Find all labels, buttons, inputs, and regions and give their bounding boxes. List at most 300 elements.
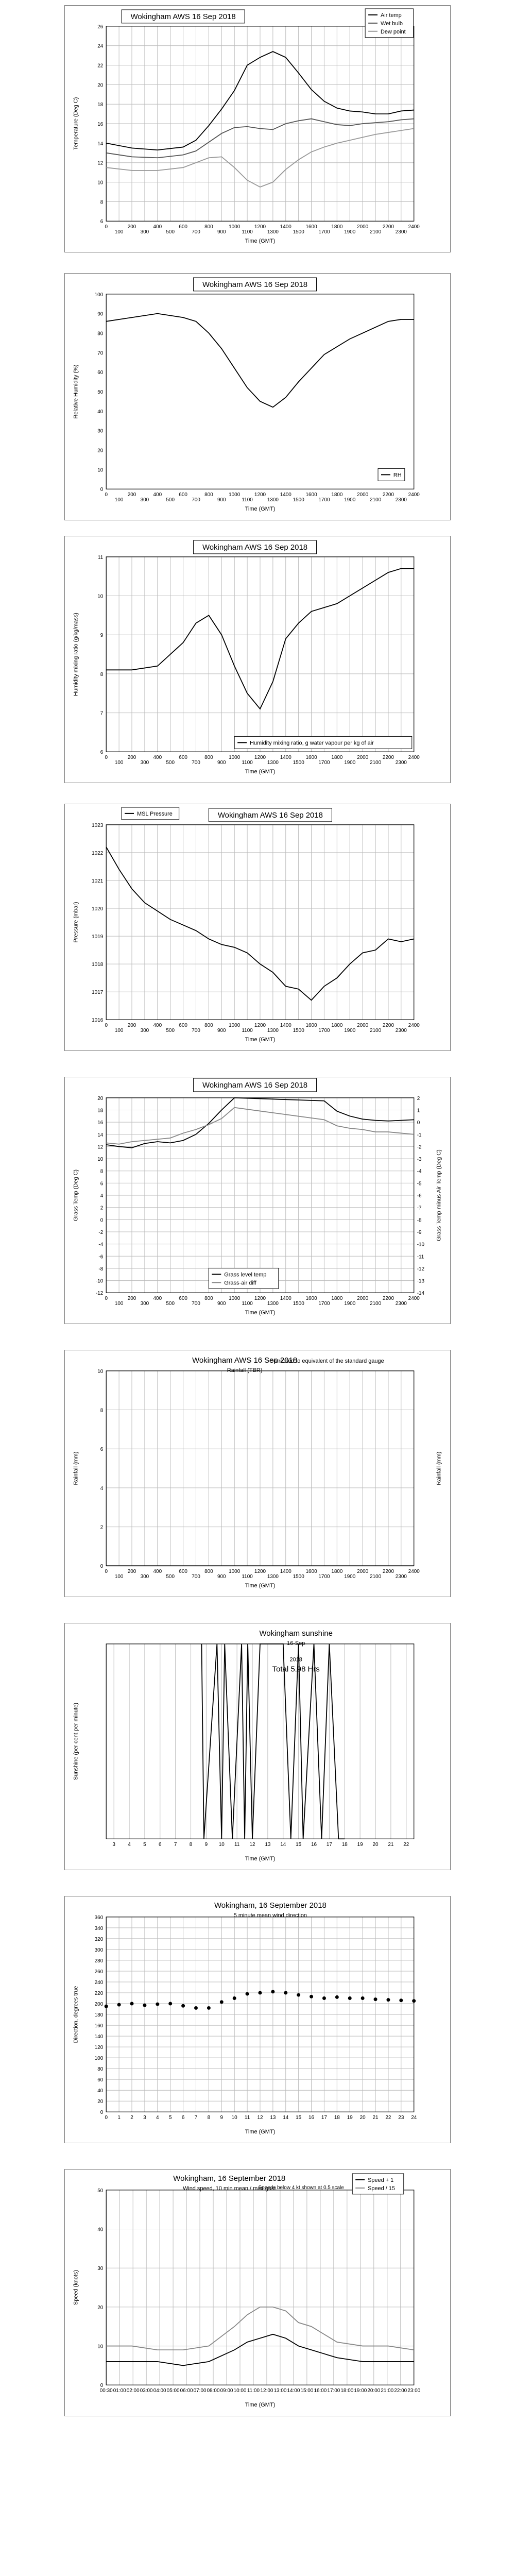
x-tick-label: 200 bbox=[127, 492, 136, 498]
data-point bbox=[310, 1995, 313, 1998]
x-tick-label: 1400 bbox=[280, 1296, 291, 1302]
chart-title: Wokingham sunshine bbox=[259, 1629, 333, 1638]
legend-entry: Dew point bbox=[381, 28, 406, 35]
x-tick-label: 800 bbox=[204, 1023, 213, 1029]
data-point bbox=[271, 1990, 274, 1993]
x-tick-label: 1100 bbox=[242, 1028, 253, 1034]
y-axis-label: Humidity mixing ratio (g/kg/mass) bbox=[73, 613, 79, 696]
y-tick-label: 8 bbox=[100, 1168, 104, 1175]
data-point bbox=[399, 1998, 403, 2002]
x-tick-label: 4 bbox=[156, 2115, 159, 2121]
y-tick-label: 14 bbox=[97, 1132, 104, 1138]
x-tick-label: 1800 bbox=[331, 1296, 343, 1302]
y-tick-label: -6 bbox=[98, 1254, 104, 1260]
y-tick-label: 18 bbox=[97, 102, 104, 108]
rainfall-chart-svg bbox=[65, 1350, 450, 1597]
y2-tick-label: -1 bbox=[417, 1132, 422, 1138]
x-tick-label: 500 bbox=[166, 1028, 175, 1034]
x-tick-label: 15 bbox=[296, 1842, 302, 1848]
y-tick-label: -8 bbox=[98, 1266, 104, 1272]
annotation-year: 2018 bbox=[289, 1656, 302, 1663]
y-tick-label: 40 bbox=[97, 2088, 104, 2094]
legend bbox=[365, 9, 414, 38]
x-tick-label: 800 bbox=[204, 1296, 213, 1302]
x-tick-label: 22 bbox=[385, 2115, 391, 2121]
x-tick-label: 17 bbox=[326, 1842, 332, 1848]
y-tick-label: 50 bbox=[97, 389, 104, 396]
x-tick-label: 300 bbox=[140, 1574, 149, 1580]
y-tick-label: 40 bbox=[97, 409, 104, 415]
y2-tick-label: -9 bbox=[417, 1229, 422, 1235]
legend-entry: Wet bulb bbox=[381, 20, 403, 27]
y-tick-label: 1022 bbox=[92, 850, 104, 856]
x-tick-label: 700 bbox=[192, 229, 200, 235]
y-tick-label: -4 bbox=[98, 1242, 104, 1248]
x-tick-label: 16:00 bbox=[314, 2388, 327, 2394]
x-tick-label: 1300 bbox=[267, 1028, 279, 1034]
y-tick-label: 100 bbox=[94, 292, 104, 298]
x-tick-label: 400 bbox=[153, 224, 162, 230]
x-tick-label: 100 bbox=[114, 229, 124, 235]
y-tick-label: 0 bbox=[100, 2383, 104, 2389]
x-tick-label: 0 bbox=[105, 492, 108, 498]
x-tick-label: 11 bbox=[244, 2115, 250, 2121]
y2-tick-label: -11 bbox=[417, 1254, 424, 1260]
x-tick-label: 200 bbox=[127, 755, 136, 761]
x-tick-label: 10:00 bbox=[233, 2388, 247, 2394]
y-tick-label: 12 bbox=[97, 1144, 104, 1150]
x-tick-label: 700 bbox=[192, 497, 200, 503]
x-tick-label: 1100 bbox=[242, 760, 253, 766]
plot-area-frame bbox=[106, 2190, 414, 2385]
x-tick-label: 2000 bbox=[357, 1023, 369, 1029]
x-tick-label: 16 bbox=[308, 2115, 315, 2121]
x-tick-label: 2400 bbox=[408, 224, 420, 230]
y-tick-label: 4 bbox=[100, 1193, 104, 1199]
x-tick-label: 2300 bbox=[395, 229, 407, 235]
y-tick-label: 6 bbox=[100, 750, 104, 756]
x-tick-label: 19 bbox=[357, 1842, 363, 1848]
x-tick-label: 2100 bbox=[369, 760, 382, 766]
x-tick-label: 15 bbox=[296, 2115, 302, 2121]
x-tick-label: 21 bbox=[388, 1842, 394, 1848]
x-tick-label: 19:00 bbox=[354, 2388, 367, 2394]
x-tick-label: 1300 bbox=[267, 497, 279, 503]
x-tick-label: 1300 bbox=[267, 1301, 279, 1307]
x-tick-label: 1000 bbox=[229, 755, 241, 761]
x-tick-label: 1000 bbox=[229, 1569, 241, 1575]
y-tick-label: 160 bbox=[94, 2023, 104, 2029]
x-tick-label: 1200 bbox=[254, 224, 266, 230]
x-tick-label: 10 bbox=[218, 1842, 225, 1848]
y2-tick-label: 2 bbox=[417, 1095, 420, 1101]
y-tick-label: 20 bbox=[97, 82, 104, 89]
legend-entry: Grass-air diff bbox=[224, 1280, 256, 1286]
y-tick-label: 40 bbox=[97, 2227, 104, 2233]
x-axis-label: Time (GMT) bbox=[245, 2402, 276, 2409]
chart-subtitle: Wind speed, 10 min mean / max gust bbox=[182, 2185, 276, 2192]
x-tick-label: 23:00 bbox=[407, 2388, 421, 2394]
x-tick-label: 2400 bbox=[408, 1023, 420, 1029]
x-tick-label: 20 bbox=[359, 2115, 366, 2121]
temperature-chart-svg bbox=[65, 6, 450, 252]
x-tick-label: 400 bbox=[153, 755, 162, 761]
y-axis-label: Direction, degrees true bbox=[73, 1986, 79, 2043]
sunshine-chart-svg bbox=[65, 1623, 450, 1870]
x-tick-label: 1200 bbox=[254, 1569, 266, 1575]
x-tick-label: 1000 bbox=[229, 1296, 241, 1302]
y-tick-label: 0 bbox=[100, 487, 104, 493]
annotation-total: Total 5.98 Hrs bbox=[272, 1665, 320, 1674]
y-tick-label: 20 bbox=[97, 1095, 104, 1101]
y2-tick-label: -10 bbox=[417, 1242, 425, 1248]
x-tick-label: 14:00 bbox=[287, 2388, 300, 2394]
x-tick-label: 2000 bbox=[357, 492, 369, 498]
y-tick-label: 60 bbox=[97, 2077, 104, 2083]
data-point bbox=[361, 1996, 365, 2000]
data-point bbox=[130, 2002, 134, 2006]
x-tick-label: 800 bbox=[204, 755, 213, 761]
x-tick-label: 2100 bbox=[369, 1028, 382, 1034]
temperature-chart bbox=[64, 5, 451, 252]
data-point bbox=[220, 2000, 224, 2004]
x-tick-label: 200 bbox=[127, 1023, 136, 1029]
x-tick-label: 02:00 bbox=[126, 2388, 140, 2394]
y-tick-label: 7 bbox=[100, 710, 104, 717]
y-tick-label: -2 bbox=[98, 1229, 104, 1235]
x-axis-label: Time (GMT) bbox=[245, 506, 276, 513]
x-tick-label: 2200 bbox=[382, 1569, 394, 1575]
y-tick-label: 18 bbox=[97, 1108, 104, 1114]
x-tick-label: 4 bbox=[128, 1842, 131, 1848]
data-point bbox=[412, 1999, 416, 2003]
gridlines bbox=[114, 1644, 406, 1839]
data-point bbox=[348, 1996, 352, 2000]
y-tick-label: 10 bbox=[97, 1368, 104, 1375]
y-tick-label: 16 bbox=[97, 122, 104, 128]
legend bbox=[209, 1268, 278, 1289]
x-tick-label: 1300 bbox=[267, 1574, 279, 1580]
x-tick-label: 1200 bbox=[254, 755, 266, 761]
chart-title: Wokingham AWS 16 Sep 2018 bbox=[130, 12, 236, 21]
plot-area-frame bbox=[106, 1644, 414, 1839]
y-axis-label: Speed (knots) bbox=[73, 2269, 79, 2306]
y-tick-label: 20 bbox=[97, 2099, 104, 2105]
legend-entry: Speed / 15 bbox=[368, 2185, 396, 2192]
x-tick-label: 6 bbox=[159, 1842, 162, 1848]
y-tick-label: 220 bbox=[94, 1990, 104, 1996]
x-tick-label: 17:00 bbox=[327, 2388, 340, 2394]
x-tick-label: 2000 bbox=[357, 224, 369, 230]
y-tick-label: 1020 bbox=[92, 906, 104, 912]
y2-tick-label: 1 bbox=[417, 1108, 420, 1114]
x-tick-label: 0 bbox=[105, 755, 108, 761]
y-tick-label: 22 bbox=[97, 63, 104, 69]
x-tick-label: 1200 bbox=[254, 1023, 266, 1029]
x-tick-label: 21:00 bbox=[381, 2388, 394, 2394]
x-tick-label: 300 bbox=[140, 1028, 149, 1034]
x-tick-label: 0 bbox=[105, 1296, 108, 1302]
x-axis-label: Time (GMT) bbox=[245, 1856, 276, 1862]
x-tick-label: 1700 bbox=[318, 229, 330, 235]
x-tick-label: 900 bbox=[217, 1028, 226, 1034]
y2-tick-label: -14 bbox=[417, 1291, 425, 1297]
x-tick-label: 1200 bbox=[254, 1296, 266, 1302]
x-tick-label: 1000 bbox=[229, 1023, 241, 1029]
x-tick-label: 1600 bbox=[305, 1023, 317, 1029]
data-point bbox=[246, 1992, 249, 1996]
wind-direction-chart bbox=[64, 1896, 451, 2143]
data-point bbox=[105, 2005, 108, 2008]
x-tick-label: 600 bbox=[179, 224, 187, 230]
grass-temp-chart-svg bbox=[65, 1077, 450, 1324]
x-axis-label: Time (GMT) bbox=[245, 2129, 276, 2136]
x-tick-label: 21 bbox=[372, 2115, 379, 2121]
data-point bbox=[284, 1991, 287, 1995]
y2-tick-label: -5 bbox=[417, 1181, 422, 1187]
y-tick-label: 260 bbox=[94, 1969, 104, 1975]
y-tick-label: 100 bbox=[94, 2056, 104, 2062]
humidity-chart-svg bbox=[65, 274, 450, 520]
pressure-chart bbox=[64, 804, 451, 1051]
data-point bbox=[156, 2003, 159, 2006]
x-tick-label: 100 bbox=[114, 497, 124, 503]
x-tick-label: 800 bbox=[204, 1569, 213, 1575]
legend-entry: RH bbox=[393, 472, 402, 479]
y-tick-label: 8 bbox=[100, 1408, 104, 1414]
x-tick-label: 1500 bbox=[293, 497, 304, 503]
x-tick-label: 1900 bbox=[344, 760, 356, 766]
y-tick-label: 12 bbox=[97, 160, 104, 166]
pressure-chart-svg bbox=[65, 804, 450, 1050]
x-tick-label: 12 bbox=[257, 2115, 263, 2121]
data-point bbox=[322, 1996, 326, 2000]
x-tick-label: 18 bbox=[341, 1842, 348, 1848]
x-tick-label: 19 bbox=[347, 2115, 353, 2121]
x-tick-label: 7 bbox=[194, 2115, 198, 2121]
data-point bbox=[181, 2004, 185, 2008]
y-tick-label: 70 bbox=[97, 350, 104, 357]
x-tick-label: 700 bbox=[192, 1574, 200, 1580]
x-tick-label: 14 bbox=[283, 2115, 289, 2121]
y-tick-label: 0 bbox=[100, 1217, 104, 1224]
y2-tick-label: -4 bbox=[417, 1168, 422, 1175]
x-tick-label: 400 bbox=[153, 492, 162, 498]
mixing-ratio-chart-svg bbox=[65, 536, 450, 783]
x-tick-label: 500 bbox=[166, 760, 175, 766]
y-tick-label: 300 bbox=[94, 1947, 104, 1953]
x-tick-label: 8 bbox=[207, 2115, 211, 2121]
x-tick-label: 2300 bbox=[395, 760, 407, 766]
x-tick-label: 0 bbox=[105, 1023, 108, 1029]
x-tick-label: 100 bbox=[114, 1028, 124, 1034]
x-tick-label: 22 bbox=[403, 1842, 409, 1848]
y-tick-label: 50 bbox=[97, 2188, 104, 2194]
y2-tick-label: -2 bbox=[417, 1144, 422, 1150]
x-tick-label: 1400 bbox=[280, 492, 291, 498]
x-tick-label: 7 bbox=[174, 1842, 177, 1848]
wind-speed-chart bbox=[64, 2169, 451, 2416]
x-tick-label: 03:00 bbox=[140, 2388, 153, 2394]
chart-title: Wokingham AWS 16 Sep 2018 bbox=[202, 1080, 308, 1090]
x-tick-label: 700 bbox=[192, 1028, 200, 1034]
y-tick-label: 80 bbox=[97, 331, 104, 337]
x-tick-label: 300 bbox=[140, 760, 149, 766]
y-axis-label: Sunshine (per cent per minute) bbox=[73, 1702, 79, 1781]
x-tick-label: 400 bbox=[153, 1296, 162, 1302]
x-tick-label: 1000 bbox=[229, 224, 241, 230]
x-tick-label: 20 bbox=[372, 1842, 379, 1848]
x-tick-label: 16 bbox=[311, 1842, 317, 1848]
y2-axis-label: Grass Temp minus Air Temp (Deg C) bbox=[436, 1149, 442, 1241]
x-tick-label: 900 bbox=[217, 1301, 226, 1307]
y-tick-label: 90 bbox=[97, 311, 104, 317]
y2-axis-label: Rainfall (mm) bbox=[436, 1451, 442, 1485]
y-tick-label: 0 bbox=[100, 1564, 104, 1570]
x-tick-label: 500 bbox=[166, 497, 175, 503]
y-axis-label: Grass Temp (Deg C) bbox=[73, 1169, 79, 1222]
gridlines bbox=[106, 1917, 414, 2112]
x-tick-label: 800 bbox=[204, 224, 213, 230]
legend bbox=[122, 807, 179, 820]
x-tick-label: 700 bbox=[192, 1301, 200, 1307]
x-tick-label: 1900 bbox=[344, 229, 356, 235]
x-tick-label: 1900 bbox=[344, 1028, 356, 1034]
mixing-ratio-chart bbox=[64, 536, 451, 783]
x-tick-label: 1700 bbox=[318, 760, 330, 766]
y-tick-label: 200 bbox=[94, 2002, 104, 2008]
x-tick-label: 2400 bbox=[408, 1569, 420, 1575]
legend-entry: Air temp bbox=[381, 12, 402, 19]
x-tick-label: 1100 bbox=[242, 1574, 253, 1580]
x-tick-label: 04:00 bbox=[153, 2388, 166, 2394]
chart-title: Wokingham AWS 16 Sep 2018 bbox=[217, 810, 323, 820]
x-axis-label: Time (GMT) bbox=[245, 769, 276, 775]
x-tick-label: 100 bbox=[114, 1301, 124, 1307]
x-tick-label: 800 bbox=[204, 492, 213, 498]
x-tick-label: 2300 bbox=[395, 1301, 407, 1307]
x-tick-label: 1500 bbox=[293, 1301, 304, 1307]
x-tick-label: 20:00 bbox=[367, 2388, 381, 2394]
y-tick-label: 20 bbox=[97, 2304, 104, 2311]
x-tick-label: 1400 bbox=[280, 224, 291, 230]
x-tick-label: 1700 bbox=[318, 1574, 330, 1580]
x-tick-label: 2100 bbox=[369, 229, 382, 235]
x-tick-label: 1600 bbox=[305, 492, 317, 498]
wind-direction-chart-svg bbox=[65, 1896, 450, 2143]
x-tick-label: 1000 bbox=[229, 492, 241, 498]
chart-title: Wokingham AWS 16 Sep 2018 bbox=[202, 543, 308, 552]
legend-entry: Speed + 1 bbox=[368, 2177, 394, 2183]
y-axis-label: Rainfall (mm) bbox=[73, 1451, 79, 1485]
data-point bbox=[335, 1995, 339, 1999]
y-tick-label: 26 bbox=[97, 24, 104, 30]
x-tick-label: 1700 bbox=[318, 497, 330, 503]
x-tick-label: 11:00 bbox=[247, 2388, 260, 2394]
x-tick-label: 6 bbox=[181, 2115, 185, 2121]
x-tick-label: 600 bbox=[179, 1569, 187, 1575]
x-tick-label: 1900 bbox=[344, 1574, 356, 1580]
data-point bbox=[258, 1991, 262, 1995]
x-tick-label: 22:00 bbox=[394, 2388, 407, 2394]
y-tick-label: 10 bbox=[97, 2344, 104, 2350]
y2-tick-label: -8 bbox=[417, 1217, 422, 1224]
chart-title: Wokingham AWS 16 Sep 2018 bbox=[202, 280, 308, 289]
y-tick-label: 2 bbox=[100, 1205, 104, 1211]
series-line bbox=[106, 314, 414, 408]
legend bbox=[234, 736, 412, 749]
x-tick-label: 2100 bbox=[369, 1574, 382, 1580]
x-tick-label: 5 bbox=[168, 2115, 172, 2121]
y-tick-label: 240 bbox=[94, 1979, 104, 1986]
gridlines bbox=[106, 1098, 414, 1293]
sunshine-chart bbox=[64, 1623, 451, 1870]
x-tick-label: 1300 bbox=[267, 229, 279, 235]
y-tick-label: 24 bbox=[97, 43, 104, 49]
y-tick-label: 10 bbox=[97, 594, 104, 600]
x-tick-label: 2200 bbox=[382, 755, 394, 761]
data-point bbox=[207, 2006, 211, 2010]
chart-title: Wokingham AWS 16 Sep 2018 bbox=[192, 1355, 298, 1365]
plot-area-frame bbox=[106, 294, 414, 489]
x-tick-label: 09:00 bbox=[220, 2388, 233, 2394]
humidity-chart bbox=[64, 273, 451, 520]
x-tick-label: 1900 bbox=[344, 497, 356, 503]
x-tick-label: 06:00 bbox=[180, 2388, 193, 2394]
x-tick-label: 1800 bbox=[331, 1023, 343, 1029]
x-tick-label: 1100 bbox=[242, 229, 253, 235]
x-tick-label: 2000 bbox=[357, 1569, 369, 1575]
legend-entry: MSL Pressure bbox=[136, 810, 173, 817]
y-tick-label: 4 bbox=[100, 1485, 104, 1492]
x-tick-label: 0 bbox=[105, 224, 108, 230]
legend bbox=[352, 2174, 404, 2194]
x-tick-label: 1600 bbox=[305, 755, 317, 761]
x-tick-label: 400 bbox=[153, 1569, 162, 1575]
y-tick-label: 30 bbox=[97, 2266, 104, 2272]
chart-annotation: Corrected to equivalent of the standard gauge bbox=[269, 1358, 384, 1364]
y-tick-label: 30 bbox=[97, 428, 104, 434]
x-tick-label: 200 bbox=[127, 1296, 136, 1302]
x-tick-label: 11 bbox=[234, 1842, 240, 1848]
y-tick-label: 1016 bbox=[92, 1018, 104, 1024]
x-tick-label: 1100 bbox=[242, 1301, 253, 1307]
y-tick-label: 8 bbox=[100, 199, 104, 206]
x-tick-label: 300 bbox=[140, 1301, 149, 1307]
y-tick-label: 1018 bbox=[92, 962, 104, 968]
gridlines bbox=[106, 1371, 414, 1566]
x-tick-label: 1600 bbox=[305, 1569, 317, 1575]
x-tick-label: 24 bbox=[411, 2115, 417, 2121]
y2-tick-label: 0 bbox=[417, 1120, 420, 1126]
x-tick-label: 1700 bbox=[318, 1028, 330, 1034]
x-tick-label: 600 bbox=[179, 1023, 187, 1029]
y-tick-label: 2 bbox=[100, 1524, 104, 1531]
y-tick-label: 16 bbox=[97, 1120, 104, 1126]
x-tick-label: 0 bbox=[105, 1569, 108, 1575]
y-tick-label: 1017 bbox=[92, 990, 104, 996]
series-line bbox=[106, 2334, 414, 2366]
x-tick-label: 00:30 bbox=[99, 2388, 113, 2394]
y-tick-label: 1021 bbox=[92, 878, 104, 884]
y-tick-label: 120 bbox=[94, 2045, 104, 2051]
x-tick-label: 2400 bbox=[408, 492, 420, 498]
x-tick-label: 10 bbox=[231, 2115, 237, 2121]
y-tick-label: 1023 bbox=[92, 822, 104, 828]
x-tick-label: 1500 bbox=[293, 1028, 304, 1034]
chart-title: Wokingham, 16 September 2018 bbox=[173, 2174, 286, 2183]
x-tick-label: 2300 bbox=[395, 1574, 407, 1580]
